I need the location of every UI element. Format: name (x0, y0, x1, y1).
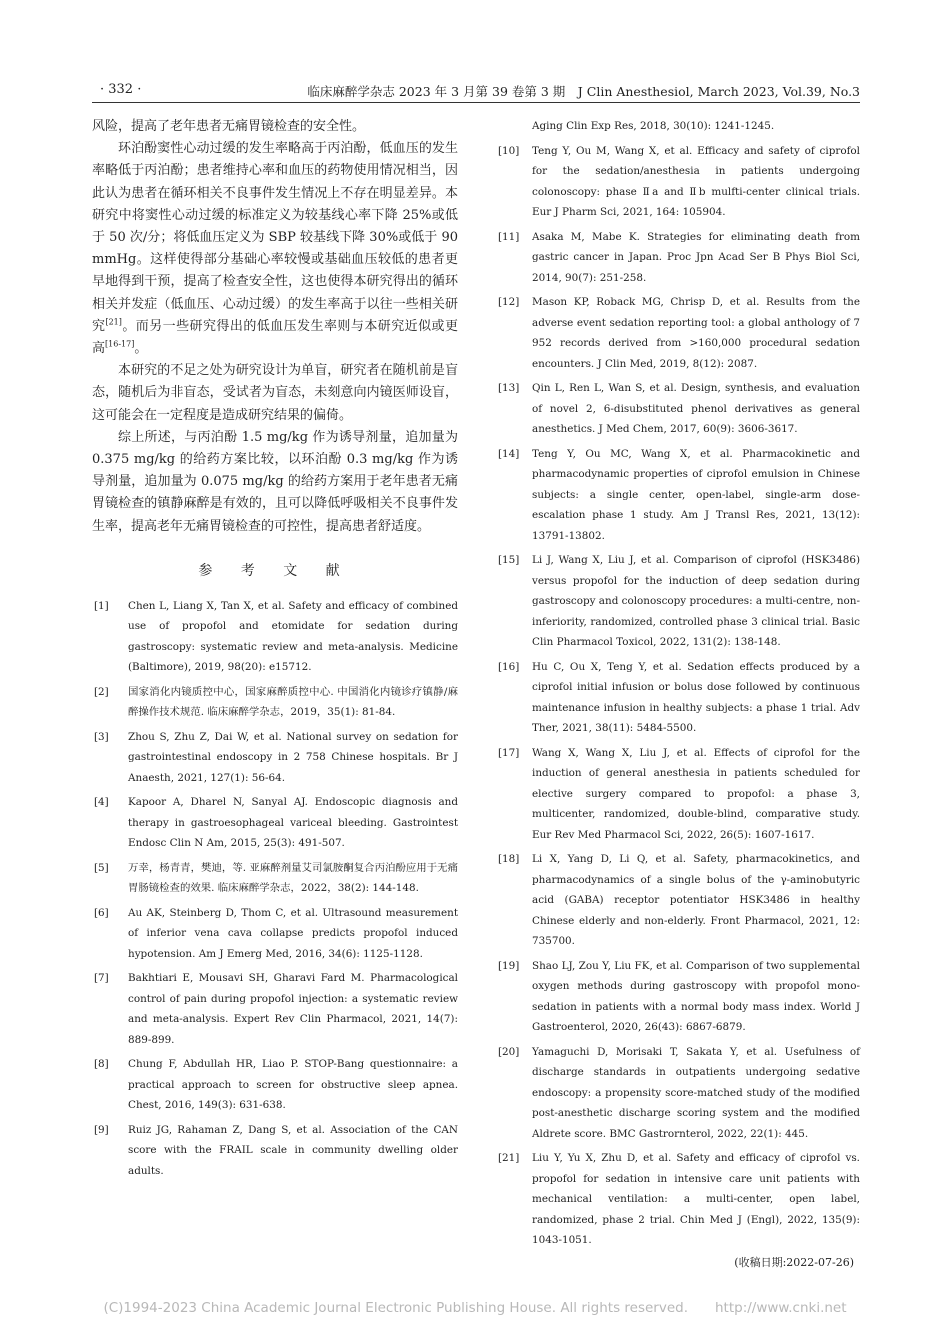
reference-text: Hu C, Ou X, Teng Y, et al. Sedation effects produced by a ciprofol initial infusion or bolus dose followed by continuous maintenance infusion in healthy subjects: a phase 1 trial. Adv Ther, 2021, 38(11): 5484-5500. (532, 660, 860, 734)
reference-text: Chung F, Abdullah HR, Liao P. STOP-Bang questionnaire: a practical approach to screen for obstructive sleep apnea. Chest, 2016, 149(3): 631-638. (128, 1058, 458, 1112)
reference-text: Li X, Yang D, Li Q, et al. Safety, pharmacokinetics, and pharmacodynamics of a single bolus of the γ-aminobutyric acid (GABA) receptor potentiator HSK3486 in healthy Chinese elderly and non-elderly. Front Pharmacol, 2021, 12: 735700. (532, 853, 860, 947)
reference-text: Asaka M, Mabe K. Strategies for eliminating death from gastric cancer in Japan. Proc Jpn Acad Ser B Phys Biol Sci, 2014, 90(7): 251-258. (532, 230, 860, 284)
reference-item (92, 792, 458, 854)
citation-16-17: [16-17] (105, 339, 135, 349)
reference-item (92, 858, 458, 899)
reference-item (92, 727, 458, 789)
reference-number: [6] (94, 906, 109, 919)
reference-text: Au AK, Steinberg D, Thom C, et al. Ultrasound measurement of inferior vena cava collapse predicts propofol induced hypotension. Am J Emerg Med, 2016, 34(6): 1125-1128. (128, 906, 458, 960)
reference-number: [3] (94, 730, 109, 743)
reference-number: [12] (498, 296, 520, 308)
reference-item (92, 1054, 458, 1116)
reference-number: [5] (94, 861, 109, 874)
reference-number: [7] (94, 972, 109, 985)
page-header (92, 82, 860, 104)
reference-text: Li J, Wang X, Liu J, et al. Comparison of ciprofol (HSK3486) versus propofol for the induction of deep sedation during gastroscopy and colonoscopy procedures: a multi-centre, non-inferiority, randomized, controlled phase 3 clinical trial. Basic Clin Pharmacol Toxicol, 2022, 131(2): 138-148. (532, 554, 861, 648)
reference-text: Aging Clin Exp Res, 2018, 30(10): 1241-1245. (532, 120, 775, 132)
reference-item (496, 1148, 860, 1251)
reference-item (92, 1120, 458, 1182)
reference-text: Wang X, Wang X, Liu J, et al. Effects of ciprofol for the induction of general anesthesia in patients scheduled for elective surgery compared to propofol: a phase 3, multicenter, randomized, double-blind, comparative study. Eur Rev Med Pharmacol Sci, 2022, 26(5): 1607-1617. (532, 746, 860, 841)
reference-item (496, 1042, 860, 1145)
reference-text: Shao LJ, Zou Y, Liu FK, et al. Comparison of two supplemental oxygen methods during gastroscopy with propofol mono-sedation in patients with a normal body mass index. World J Gastroenterol, 2020, 26(43): 6867-6879. (532, 959, 860, 1033)
reference-number: [18] (498, 853, 520, 865)
reference-number: [4] (94, 796, 109, 809)
reference-number: [1] (94, 599, 109, 612)
reference-number: [9] (94, 1123, 109, 1136)
body-paragraph-4: 综上所述，与丙泊酚 1.5 mg/kg 作为诱导剂量，追加量为 0.375 mg/kg 的给药方案比较，以环泊酚 0.3 mg/kg 作为诱导剂量，追加量为 0.075 mg/kg 的给药方案用于老年患者无痛胃镜检查的镇静麻醉是有效的，且可以降低呼吸相关不良事件发生率，提高老年无痛胃镜检查的可控性，提高患者舒适度。 (92, 429, 458, 534)
body-paragraph-2 (92, 138, 458, 360)
reference-text: 万幸，杨青青，樊迪，等. 亚麻醉剂量艾司氯胺酮复合丙泊酚应用于无痛胃肠镜检查的效果. 临床麻醉学杂志，2022，38(2): 144-148. (128, 861, 458, 895)
reference-number: [15] (498, 554, 520, 566)
reference-number: [17] (498, 746, 520, 759)
right-column (496, 116, 860, 1273)
reference-number: [16] (498, 660, 520, 673)
reference-item (496, 849, 860, 952)
references-heading: 参 考 文 献 (198, 562, 352, 579)
reference-number: [21] (498, 1152, 520, 1164)
reference-number: [20] (498, 1045, 520, 1058)
reference-item (496, 141, 860, 223)
reference-text: Qin L, Ren L, Wan S, et al. Design, synthesis, and evaluation of novel 2, 6-disubstituted phenol derivatives as general anesthetics. J Med Chem, 2017, 60(9): 3606-3617. (532, 382, 860, 435)
reference-text: Ruiz JG, Rahaman Z, Dang S, et al. Association of the CAN score with the FRAIL scale in community dwelling older adults. (128, 1123, 458, 1177)
reference-text: Liu Y, Yu X, Zhu D, et al. Safety and efficacy of ciprofol vs. propofol for sedation in intensive care unit patients with mechanical ventilation: a multi-center, open label, randomized, phase 2 trial. Chin Med J (Engl), 2022, 135(9): 1043-1051. (532, 1152, 860, 1246)
reference-item (92, 682, 458, 723)
paragraph-2-text: 环泊酚窦性心动过缓的发生率略高于丙泊酚，低血压的发生率略低于丙泊酚；患者维持心率和血压的药物使用情况相当，因此认为患者在循环相关不良事件发生情况上不存在明显差异。本研究中将窦性心动过缓的标准定义为较基线心率下降 25%或低于 50 次/分；将低血压定义为 SBP 较基线下降 30%或低于 90 mmHg。这样使得部分基础心率较慢或基础血压较低的患者更早地得到干预，提高了检查安全性，这也使得本研究得出的循环相关并发症（低血压、心动过缓）的发生率高于以往一些相关研究 (92, 141, 458, 334)
reference-item (496, 956, 860, 1038)
reference-item (92, 596, 458, 678)
page-number: · 332 · (100, 82, 142, 97)
paragraph-2-end: 。 (134, 341, 148, 357)
reference-item (496, 378, 860, 440)
reference-continuation (496, 116, 860, 137)
reference-text: Teng Y, Ou M, Wang X, et al. Efficacy and safety of ciprofol for the sedation/anesthesia in patients undergoing colonoscopy: phase Ⅱa and Ⅱb mulfti-center clinical trials. Eur J Pharm Sci, 2021, 164: 105904. (532, 144, 860, 218)
reference-number: [8] (94, 1058, 109, 1071)
reference-text: Teng Y, Ou MC, Wang X, et al. Pharmacokinetic and pharmacodynamic properties of ciprofol emulsion in Chinese subjects: a single center, open-label, single-arm dose-escalation phase 1 study. Am J Transl Res, 2021, 13(12): 13791-13802. (532, 447, 860, 542)
paragraph-2-mid: 。而另一些研究得出的低血压发生率则与本研究近似或更高 (92, 318, 458, 357)
reference-text: Bakhtiari E, Mousavi SH, Gharavi Fard M. Pharmacological control of pain during propofol injection: a systematic review and meta-analysis. Expert Rev Clin Pharmacol, 2021, 14(7): 889-899. (128, 972, 458, 1046)
references-list-left (92, 596, 458, 1182)
received-date: (收稿日期:2022-07-26) (734, 1255, 854, 1269)
reference-number: [2] (94, 685, 109, 698)
reference-text: Mason KP, Roback MG, Chrisp D, et al. Results from the adverse event sedation reporting tool: a global anthology of 7 952 records derived from >160,000 procedural sedation encounters. J Clin Med, 2019, 8(12): 2087. (532, 296, 860, 370)
reference-item (496, 444, 860, 547)
reference-number: [11] (498, 230, 520, 243)
body-paragraph-1: 风险，提高了老年患者无痛胃镜检查的安全性。 (92, 119, 366, 134)
reference-item (496, 292, 860, 374)
reference-item (496, 657, 860, 739)
reference-text: 国家消化内镜质控中心，国家麻醉质控中心. 中国消化内镜诊疗镇静/麻醉操作技术规范. 临床麻醉学杂志，2019，35(1): 81-84. (128, 685, 458, 719)
reference-text: Chen L, Liang X, Tan X, et al. Safety and efficacy of combined use of propofol and etomidate for sedation during gastroscopy: systematic review and meta-analysis. Medicine (Baltimore), 2019, 98(20): e15712. (128, 599, 458, 674)
reference-number: [19] (498, 959, 520, 972)
header-rule (92, 102, 860, 103)
reference-text: Yamaguchi D, Morisaki T, Sakata Y, et al. Usefulness of discharge standards in outpatients undergoing sedative endoscopy: a propensity score-matched study of the modified post-anesthetic discharge scoring system and the modified Aldrete score. BMC Gastrornterol, 2022, 22(1): 445. (532, 1045, 860, 1140)
reference-number: [14] (498, 447, 520, 460)
reference-text: Kapoor A, Dharel N, Sanyal AJ. Endoscopic diagnosis and therapy in gastroesophageal variceal bleeding. Gastrointest Endosc Clin N Am, 2015, 25(3): 491-507. (128, 796, 458, 850)
reference-text: Zhou S, Zhu Z, Dai W, et al. National survey on sedation for gastrointestinal endoscopy in 2 758 Chinese hospitals. Br J Anaesth, 2021, 127(1): 56-64. (128, 730, 458, 784)
reference-number: [13] (498, 382, 520, 394)
reference-item (496, 550, 860, 653)
reference-item (496, 743, 860, 846)
citation-21: [21] (105, 317, 122, 327)
reference-item (496, 227, 860, 289)
copyright-footer: (C)1994-2023 China Academic Journal Electronic Publishing House. All rights reserved. http://www.cnki.net (103, 1300, 847, 1316)
body-paragraph-3: 本研究的不足之处为研究设计为单盲，研究者在随机前是盲态，随机后为非盲态，受试者为盲态，未刻意向内镜医师设盲，这可能会在一定程度是造成研究结果的偏倚。 (92, 363, 458, 423)
reference-item (92, 968, 458, 1050)
journal-title-line: 临床麻醉学杂志 2023 年 3 月第 39 卷第 3 期 J Clin Anesthesiol, March 2023, Vol.39, No.3 (307, 84, 860, 99)
left-column (92, 116, 458, 1185)
reference-number: [10] (498, 144, 520, 157)
reference-item (92, 903, 458, 965)
